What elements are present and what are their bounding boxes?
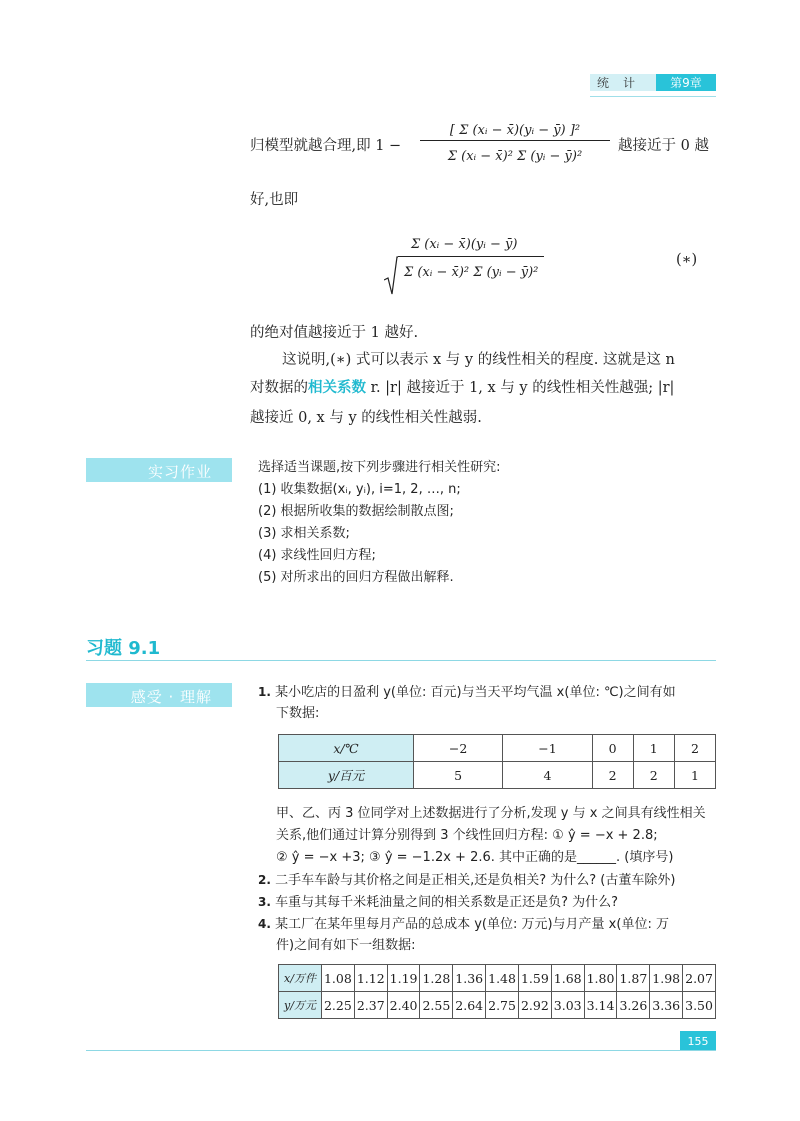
q4-text-1: 某工厂在某年里每月产品的总成本 y(单位: 万元)与月产量 x(单位: 万 [275,917,669,932]
practice-intro: 选择适当课题,按下列步骤进行相关性研究: [258,460,501,475]
table-cell: 2 [633,762,674,789]
q1-text-1: 某小吃店的日盈利 y(单位: 百元)与当天平均气温 x(单位: ℃)之间有如 [275,685,676,700]
practice-label-box [86,458,232,482]
page-number: 155 [680,1031,716,1051]
exercise-label-box [86,683,232,707]
table-header-cell: x/万件 [279,965,322,992]
table-cell: 2.25 [322,992,355,1019]
practice-step-4: (4) 求线性回归方程; [258,548,376,563]
q3-text: 车重与其每千米耗油量之间的相关系数是正还是负? 为什么? [275,895,618,910]
table-cell: 1.12 [354,965,387,992]
table-cell: 1.87 [617,965,650,992]
correlation-denominator: Σ (xᵢ − x̄)² Σ (yᵢ − ȳ)² [398,256,544,297]
q1-after-3: ② ŷ = −x +3; ③ ŷ = −1.2x + 2.6. 其中正确的是______. (填序号) [276,850,674,865]
table-cell: −2 [414,735,503,762]
table-cell: 2.07 [683,965,716,992]
table-row [279,735,716,762]
table-cell: 1.80 [584,965,617,992]
q4-line-2: 件)之间有如下一组数据: [276,938,416,953]
table-cell: 2.55 [420,992,453,1019]
q2-number: 2. [258,873,271,887]
table-cell: 3.26 [617,992,650,1019]
table-cell: 2 [592,762,633,789]
table-cell: 3.36 [650,992,683,1019]
q1-after-2: 关系,他们通过计算分别得到 3 个线性回归方程: ① ŷ = −x + 2.8; [276,828,658,843]
formula-top-denominator: Σ (xᵢ − x̄)² Σ (yᵢ − ȳ)² [447,148,583,164]
q1-after-1: 甲、乙、丙 3 位同学对上述数据进行了分析,发现 y 与 x 之间具有线性相关 [276,806,706,821]
paragraph-line-3-post: r. |r| 越接近于 1, x 与 y 的线性相关性越强; |r| [366,380,675,396]
paragraph-line-1: 的绝对值越接近于 1 越好. [250,325,419,341]
table-cell: 1.48 [486,965,519,992]
table-cell: 1.19 [387,965,420,992]
table-row [279,992,716,1019]
table-cell: 1.98 [650,965,683,992]
practice-step-3: (3) 求相关系数; [258,526,350,541]
table-header-cell: x/℃ [279,735,414,762]
formula-tag: (∗) [676,252,698,268]
header-rule [590,96,716,97]
q2-text: 二手车车龄与其价格之间是正相关,还是负相关? 为什么? (古董车除外) [275,873,676,888]
section-label: 统计 [590,74,656,91]
table-cell: 0 [592,735,633,762]
practice-step-5: (5) 对所求出的回归方程做出解释. [258,570,454,585]
paragraph-line-4: 越接近 0, x 与 y 的线性相关性越弱. [250,410,482,426]
correlation-numerator: Σ (xᵢ − x̄)(yᵢ − ȳ) [410,237,518,252]
exercises-rule [86,660,716,661]
table-cell: 1.36 [453,965,486,992]
q4-line-1 [258,914,669,935]
table-cell: 3.14 [584,992,617,1019]
table-cell: 2.92 [518,992,551,1019]
table-cell: 1.28 [420,965,453,992]
sqrt-sign [384,256,398,296]
table-cell: 4 [503,762,592,789]
table-cell: 2.37 [354,992,387,1019]
correlation-denominator-wrap [384,256,544,297]
q1-number: 1. [258,685,271,699]
chapter-label: 第9章 [656,74,716,91]
table-header-cell: y/万元 [279,992,322,1019]
term-correlation-coefficient: 相关系数 [308,379,366,396]
formula-lead-text: 归模型就越合理,即 1 − [250,138,402,154]
practice-label: 实习作业 [147,463,212,481]
exercises-title: 习题 9.1 [86,638,161,659]
q1-line-1 [258,682,676,703]
paragraph-line-3-pre: 对数据的 [250,380,308,396]
practice-step-2: (2) 根据所收集的数据绘制散点图; [258,504,454,519]
paragraph-line-2: 这说明,(∗) 式可以表示 x 与 y 的线性相关的程度. 这就是这 n [282,352,675,368]
exercise-label: 感受 · 理解 [130,688,212,706]
formula-tail-text: 越接近于 0 越 [618,138,709,154]
also-text: 好,也即 [250,192,299,208]
table-cell: 2.40 [387,992,420,1019]
q3-number: 3. [258,895,271,909]
table-cell: 1.59 [518,965,551,992]
formula-top-fraction [420,108,610,171]
table-cell: 1.68 [551,965,584,992]
q1-line-2: 下数据: [276,706,320,721]
footer-rule [86,1050,716,1051]
table-cell: 5 [414,762,503,789]
chapter-header-tag [590,74,716,91]
paragraph-line-3 [250,378,674,398]
table-cell: 3.50 [683,992,716,1019]
table-cell: 2.64 [453,992,486,1019]
table-row [279,762,716,789]
table-header-cell: y/百元 [279,762,414,789]
table-cell: −1 [503,735,592,762]
table-cell: 2.75 [486,992,519,1019]
table-row [279,965,716,992]
table-cell: 1 [633,735,674,762]
q1-data-table [278,734,716,789]
q4-number: 4. [258,917,271,931]
q4-data-table [278,964,716,1019]
table-cell: 3.03 [551,992,584,1019]
q2-line [258,870,675,891]
table-cell: 1 [674,762,715,789]
table-cell: 2 [674,735,715,762]
table-cell: 1.08 [322,965,355,992]
practice-step-1: (1) 收集数据(xᵢ, yᵢ), i=1, 2, …, n; [258,482,461,497]
formula-top-numerator: [ Σ (xᵢ − x̄)(yᵢ − ȳ) ]² [449,123,581,138]
correlation-formula [384,222,544,297]
q3-line [258,892,618,913]
